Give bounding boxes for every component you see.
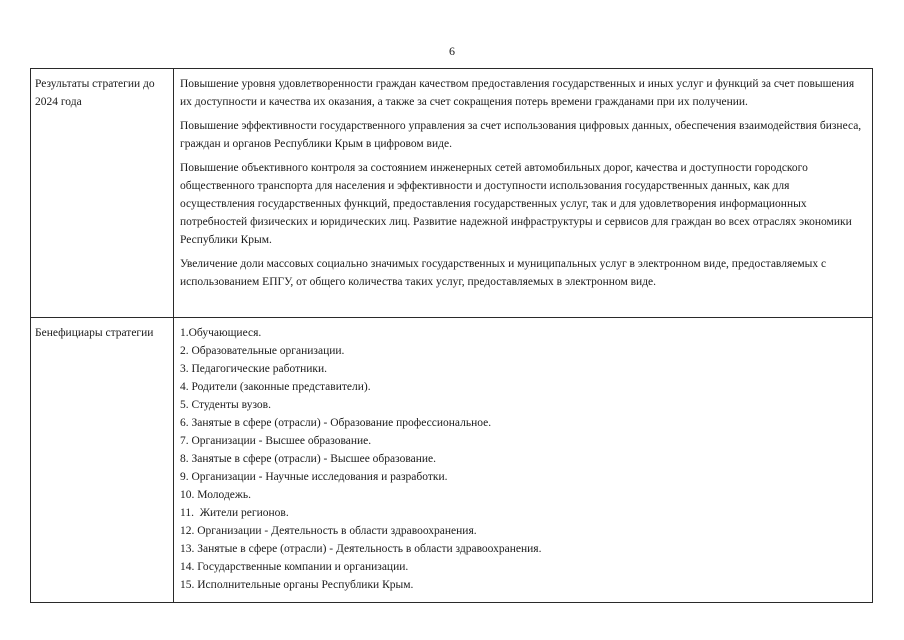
list-item: 2. Образовательные организации.: [180, 345, 345, 357]
list-item: 7. Организации - Высшее образование.: [180, 435, 372, 447]
list-item: 9. Организации - Научные исследования и разработки.: [180, 471, 448, 483]
strategy-table: [30, 68, 873, 603]
results-label: Результаты стратегии до 2024 года: [31, 69, 174, 318]
list-item: 10. Молодежь.: [180, 489, 251, 501]
beneficiaries-list: [180, 324, 866, 594]
results-paragraph: Увеличение доли массовых социально значимых государственных и муниципальных услуг в электронном виде, предоставляемых с использованием ЕПГУ, от общего количества таких услуг, предоставляемых в электронном виде.: [180, 258, 827, 288]
results-paragraph: Повышение объективного контроля за состоянием инженерных сетей автомобильных дорог, качества и доступности городского общественного транспорта для населения и эффективности и доступности использования государственных данных, как для осуществления государственных функций, предоставления государственных услуг, так и для удовлетворения информационных потребностей физических и юридических лиц. Развитие надежной инфраструктуры и сервисов для граждан во всех отраслях экономики Республики Крым.: [180, 162, 852, 246]
table-row-beneficiaries: [31, 318, 873, 603]
list-item: 3. Педагогические работники.: [180, 363, 328, 375]
list-item: 14. Государственные компании и организации.: [180, 561, 409, 573]
list-item: 11. Жители регионов.: [180, 507, 289, 519]
list-item: 4. Родители (законные представители).: [180, 381, 371, 393]
list-item: 5. Студенты вузов.: [180, 399, 271, 411]
results-paragraph: Повышение эффективности государственного управления за счет использования цифровых данных, обеспечения взаимодействия бизнеса, граждан и органов Республики Крым в цифровом виде.: [180, 120, 862, 150]
list-item: 12. Организации - Деятельность в области здравоохранения.: [180, 525, 477, 537]
page-number: 6: [449, 44, 455, 58]
list-item: 15. Исполнительные органы Республики Крым.: [180, 579, 414, 591]
beneficiaries-content: [174, 318, 873, 603]
beneficiaries-label: Бенефициары стратегии: [31, 318, 174, 603]
list-item: 13. Занятые в сфере (отрасли) - Деятельность в области здравоохранения.: [180, 543, 542, 555]
table-row-results: [31, 69, 873, 318]
results-content: [174, 69, 873, 318]
results-paragraph: Повышение уровня удовлетворенности граждан качеством предоставления государственных и иных услуг и функций за счет повышения их доступности и качества их оказания, а также за счет сокращения потерь времени гражданами при их получении.: [180, 78, 855, 108]
list-item: 1.Обучающиеся.: [180, 327, 262, 339]
list-item: 6. Занятые в сфере (отрасли) - Образование профессиональное.: [180, 417, 492, 429]
list-item: 8. Занятые в сфере (отрасли) - Высшее образование.: [180, 453, 437, 465]
